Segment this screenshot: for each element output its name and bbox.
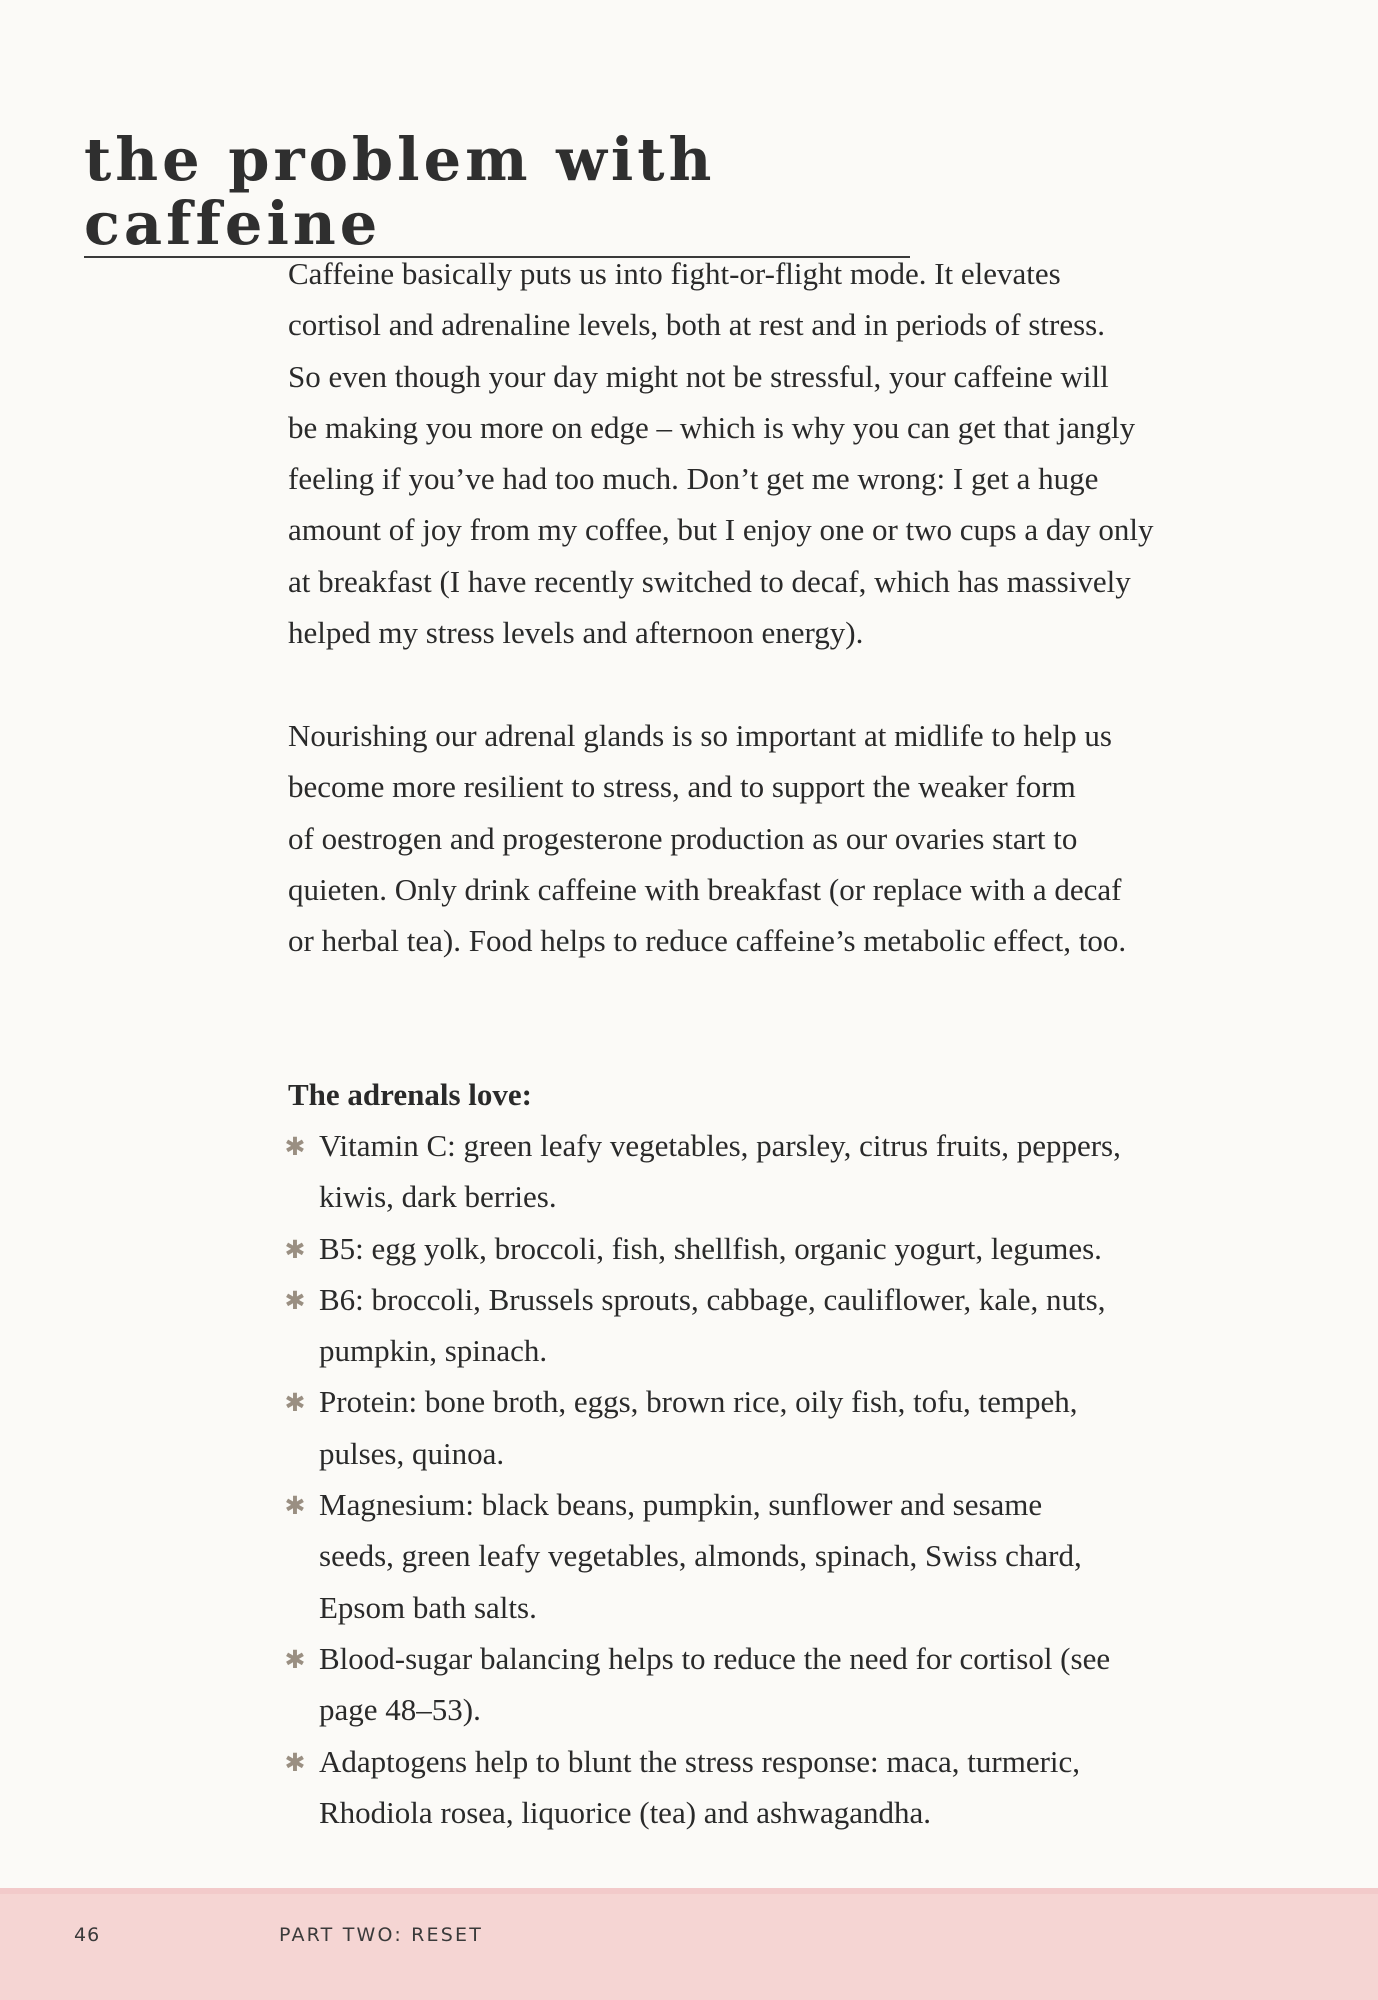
- page-number: 46: [74, 1924, 101, 1946]
- list-item-line: pumpkin, spinach.: [319, 1333, 548, 1369]
- list-item-b6: [282, 1274, 1302, 1377]
- list-item-protein: [282, 1376, 1302, 1479]
- list-item-line: Adaptogens help to blunt the stress response: maca, turmeric,: [319, 1743, 1081, 1779]
- list-item-line: seeds, green leafy vegetables, almonds, spinach, Swiss chard,: [319, 1538, 1082, 1574]
- list-item-line: Magnesium: black beans, pumpkin, sunflower and sesame: [319, 1487, 1043, 1523]
- paragraph-line: of oestrogen and progesterone production as our ovaries start to: [288, 820, 1078, 856]
- list-item-adaptogens: [282, 1736, 1302, 1839]
- page-title-block: [84, 125, 910, 258]
- paragraph-line: be making you more on edge – which is why you can get that jangly: [288, 409, 1136, 445]
- paragraph-line: quieten. Only drink caffeine with breakfast (or replace with a decaf: [288, 871, 1122, 907]
- paragraph-line: amount of joy from my coffee, but I enjoy one or two cups a day only: [288, 512, 1154, 548]
- paragraph-line: Nourishing our adrenal glands is so important at midlife to help us: [288, 718, 1112, 753]
- list-item-line: page 48–53).: [319, 1692, 481, 1728]
- adrenals-list: [282, 1069, 1302, 1838]
- footer-band: [0, 1888, 1378, 2000]
- paragraph-line: So even though your day might not be stressful, your caffeine will: [288, 358, 1109, 394]
- list-item-line: Epsom bath salts.: [319, 1589, 537, 1625]
- star-icon: ✱: [284, 1234, 306, 1264]
- list-item-line: B6: broccoli, Brussels sprouts, cabbage, cauliflower, kale, nuts,: [319, 1281, 1106, 1317]
- paragraph-line: cortisol and adrenaline levels, both at rest and in periods of stress.: [288, 307, 1105, 343]
- list-item-magnesium: [282, 1479, 1302, 1633]
- list-item-line: Blood-sugar balancing helps to reduce the need for cortisol (see: [319, 1640, 1111, 1676]
- star-icon: ✱: [284, 1644, 306, 1674]
- paragraph-caffeine: [288, 248, 1288, 658]
- paragraph-line: feeling if you’ve had too much. Don’t get me wrong: I get a huge: [288, 461, 1099, 497]
- list-item-blood-sugar: [282, 1633, 1302, 1736]
- star-icon: ✱: [284, 1132, 306, 1161]
- star-icon: ✱: [284, 1491, 306, 1521]
- list-item-line: B5: egg yolk, broccoli, fish, shellfish, organic yogurt, legumes.: [319, 1230, 1102, 1266]
- section-label: PART TWO: RESET: [279, 1924, 484, 1946]
- star-icon: ✱: [284, 1388, 306, 1418]
- footer-band-edge: [0, 1888, 1378, 1894]
- page-title: the problem with caffeine: [84, 125, 716, 258]
- paragraph-line: at breakfast (I have recently switched to decaf, which has massively: [288, 563, 1131, 599]
- list-item-vitamin-c: [282, 1120, 1302, 1223]
- star-icon: ✱: [284, 1285, 306, 1315]
- star-icon: ✱: [284, 1747, 306, 1777]
- paragraph-line: or herbal tea). Food helps to reduce caffeine’s metabolic effect, too.: [288, 923, 1127, 959]
- list-heading: The adrenals love:: [288, 1077, 532, 1112]
- list-item-line: Vitamin C: green leafy vegetables, parsley, citrus fruits, peppers,: [319, 1128, 1121, 1163]
- list-item-line: Rhodiola rosea, liquorice (tea) and ashwagandha.: [319, 1794, 932, 1830]
- paragraph-line: become more resilient to stress, and to support the weaker form: [288, 769, 1076, 805]
- list-item-b5: [282, 1223, 1302, 1274]
- list-item-line: kiwis, dark berries.: [319, 1179, 557, 1215]
- paragraph-adrenal-glands: [288, 710, 1288, 966]
- list-item-line: Protein: bone broth, eggs, brown rice, oily fish, tofu, tempeh,: [319, 1384, 1078, 1420]
- paragraph-line: Caffeine basically puts us into fight-or-flight mode. It elevates: [288, 256, 1061, 291]
- list-item-line: pulses, quinoa.: [319, 1435, 505, 1471]
- paragraph-line: helped my stress levels and afternoon energy).: [288, 615, 864, 651]
